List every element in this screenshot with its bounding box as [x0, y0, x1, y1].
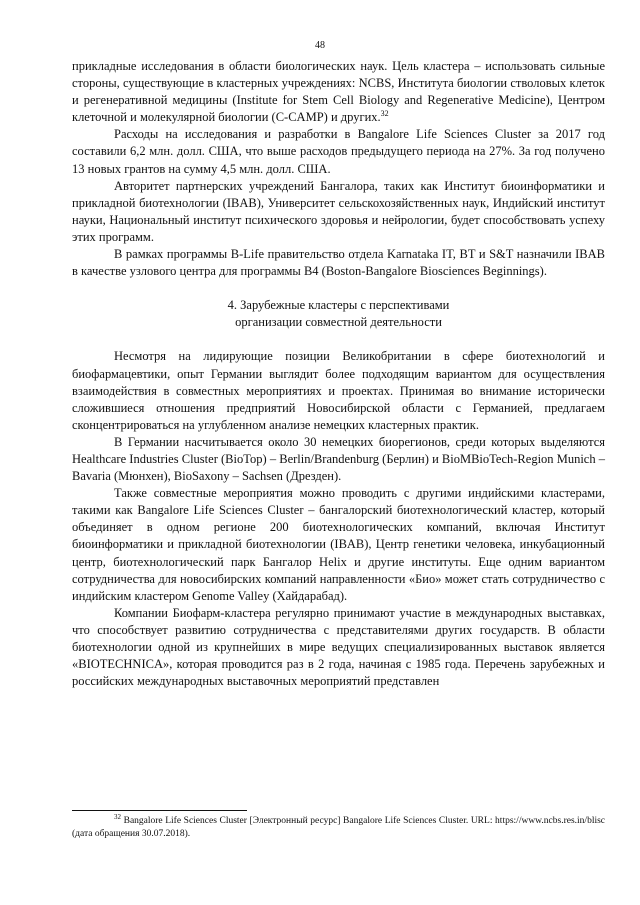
footnote-reference[interactable]: 32 [380, 109, 389, 119]
paragraph: Компании Биофарм-кластера регулярно принимают участие в международных выставках, что способствует развитию сотрудничества с представителями других государств. В области биотехнологии одной из крупнейших в мире ведущих специализированных выставок является «BIOTECHNICA», которая проводится раз в 2 года, начиная с 1985 года. Перечень зарубежных и российских международных выставочных мероприятий представлен [72, 605, 605, 689]
paragraph: Также совместные мероприятия можно проводить с другими индийскими кластерами, такими как Bangalore Life Sciences Cluster – бангалорский биотехнологический кластер, который объединяет в одном регионе 200 биотехнологических компаний, включая Институт биоинформатики и прикладной биотехнологии (IBAB), Центр генетики человека, инкубационный центр, биотехнологический парк Бангалор Helix и другие институты. Еще одним вариантом сотрудничества для новосибирских компаний направленности «Био» может стать сотрудничество с индийским кластером Genome Valley (Хайдарабад). [72, 486, 605, 603]
section-heading-line: организации совместной деятельности [235, 315, 442, 330]
footnote-divider [72, 810, 247, 811]
footnote [72, 812, 606, 841]
paragraph-text: прикладные исследования в области биологических наук. Цель кластера – использовать сильные стороны, существующие в кластерных учреждениях: NCBS, Института биологии стволовых клеток и регенеративной медицины (Institute for Stem Cell Biology and Regenerative Medicine), Центром клеточной и молекулярной биологии (C-CAMP) и других. [72, 59, 605, 125]
footnote-number: 32 [114, 812, 121, 821]
paragraph: Авторитет партнерских учреждений Бангалора, таких как Институт биоинформатики и прикладной биотехнологии (IBAB), Университет сельскохозяйственных наук, Индийский институт науки, Национальный институт психического здоровья и нейрологии, будет способствовать успеху этих программ. [72, 178, 605, 244]
paragraph: В рамках программы B-Life правительство отдела Karnataka IT, BT и S&T назначили IBAB в качестве узлового центра для программы B4 (Boston-Bangalore Biosciences Beginnings). [72, 247, 605, 279]
paragraph: Расходы на исследования и разработки в Bangalore Life Sciences Cluster за 2017 год составили 6,2 млн. долл. США, что выше расходов предыдущего периода на 27%. За год получено 13 новых грантов на сумму 4,5 млн. долл. США. [72, 127, 605, 176]
paragraph: Несмотря на лидирующие позиции Великобритании в сфере биотехнологий и биофармацевтики, опыт Германии выглядит более подходящим вариантом для осуществления взаимодействия в совместных мероприятиях и проектах. Принимая во внимание исторически сложившиеся отношения предприятий Новосибирской области с Германией, предлагаем сконцентрироваться на углубленном анализе немецких кластерных практик. [72, 349, 605, 432]
body-text [72, 58, 605, 690]
footnote-text: Bangalore Life Sciences Cluster [Электронный ресурс] Bangalore Life Sciences Cluster. URL: https://www.ncbs.res.in/blisc (дата обращения 30.07.2018). [72, 816, 606, 839]
section-heading-line: 4. Зарубежные кластеры с перспективами [227, 298, 450, 313]
page-number: 48 [315, 40, 325, 51]
paragraph: В Германии насчитывается около 30 немецких биорегионов, среди которых выделяются Healthcare Industries Cluster (BioTop) – Berlin/Brandenburg (Берлин) и BioMBioTech-Region Munich – Bavaria (Мюнхен), BioSaxony – Sachsen (Дрезден). [72, 434, 605, 484]
paragraph [72, 58, 605, 126]
section-heading [72, 297, 605, 331]
